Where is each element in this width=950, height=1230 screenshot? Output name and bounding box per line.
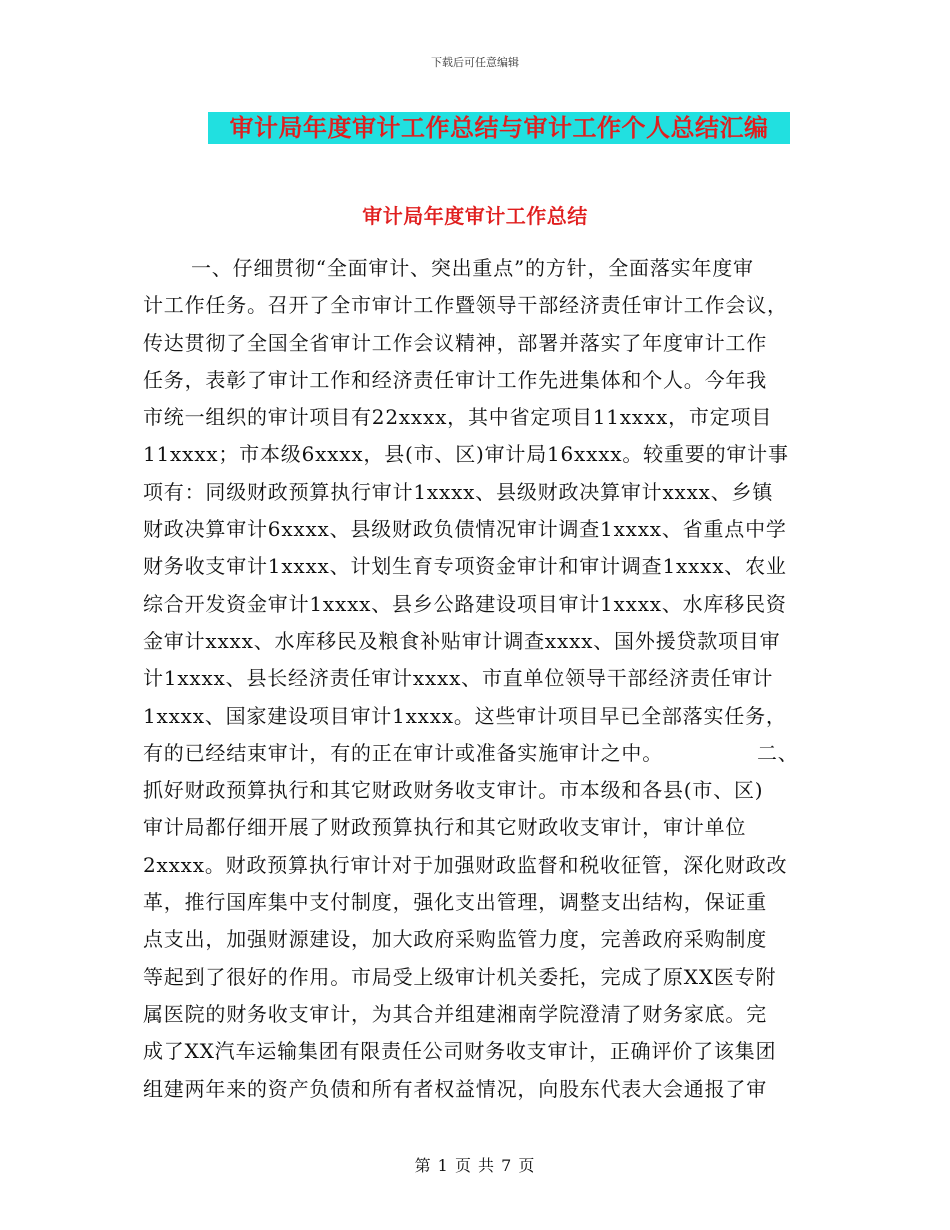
body-line: 综合开发资金审计1xxxx、县乡公路建设项目审计1xxxx、水库移民资 — [143, 591, 787, 616]
body-line: 11xxxx；市本级6xxxx，县(市、区)审计局16xxxx。较重要的审计事 — [143, 442, 789, 467]
body-line: 属医院的财务收支审计，为其合并组建湘南学院澄清了财务家底。完 — [143, 1001, 767, 1026]
body-line: 成了XX汽车运输集团有限责任公司财务收支审计，正确评价了该集团 — [143, 1039, 777, 1064]
main-title: 审计局年度审计工作总结与审计工作个人总结汇编 — [229, 114, 769, 142]
body-line: 一、仔细贯彻“全面审计、突出重点”的方针，全面落实年度审 — [191, 256, 754, 280]
header-note: 下载后可任意编辑 — [431, 56, 519, 69]
body-line: 财政决算审计6xxxx、县级财政负债情况审计调查1xxxx、省重点中学 — [143, 517, 787, 542]
body-line: 计1xxxx、县长经济责任审计xxxx、市直单位领导干部经济责任审计 — [143, 666, 774, 691]
body-line: 项有：同级财政预算执行审计1xxxx、县级财政决算审计xxxx、乡镇 — [143, 479, 774, 504]
body-line: 等起到了很好的作用。市局受上级审计机关委托，完成了原XX医专附 — [143, 964, 777, 989]
body-line: 2xxxx。财政预算执行审计对于加强财政监督和税收征管，深化财政改 — [143, 852, 788, 877]
body-line: 抓好财政预算执行和其它财政财务收支审计。市本级和各县(市、区) — [143, 778, 764, 803]
body-text — [143, 250, 803, 1108]
body-line: 任务，表彰了审计工作和经济责任审计工作先进集体和个人。今年我 — [143, 367, 767, 392]
body-line: 计工作任务。召开了全市审计工作暨领导干部经济责任审计工作会议， — [143, 293, 788, 318]
body-line: 革，推行国库集中支付制度，强化支出管理，调整支出结构，保证重 — [143, 890, 767, 915]
body-line: 1xxxx、国家建设项目审计1xxxx。这些审计项目早已全部落实任务， — [143, 703, 787, 728]
body-line: 组建两年来的资产负债和所有者权益情况，向股东代表大会通报了审 — [143, 1076, 767, 1101]
main-title-highlight — [208, 112, 790, 144]
body-line: 有的已经结束审计，有的正在审计或准备实施审计之中。 二、 — [143, 740, 799, 765]
page-footer: 第 1 页 共 7 页 — [414, 1156, 536, 1175]
body-line: 财务收支审计1xxxx、计划生育专项资金审计和审计调查1xxxx、农业 — [143, 554, 787, 579]
section-title: 审计局年度审计工作总结 — [362, 204, 588, 228]
body-line: 审计局都仔细开展了财政预算执行和其它财政收支审计，审计单位 — [143, 815, 747, 840]
body-line: 金审计xxxx、水库移民及粮食补贴审计调查xxxx、国外援贷款项目审 — [143, 628, 781, 653]
body-line: 点支出，加强财源建设，加大政府采购监管力度，完善政府采购制度 — [143, 927, 767, 952]
body-line: 传达贯彻了全国全省审计工作会议精神，部署并落实了年度审计工作 — [143, 330, 767, 355]
body-line: 市统一组织的审计项目有22xxxx，其中省定项目11xxxx，市定项目 — [143, 405, 773, 430]
